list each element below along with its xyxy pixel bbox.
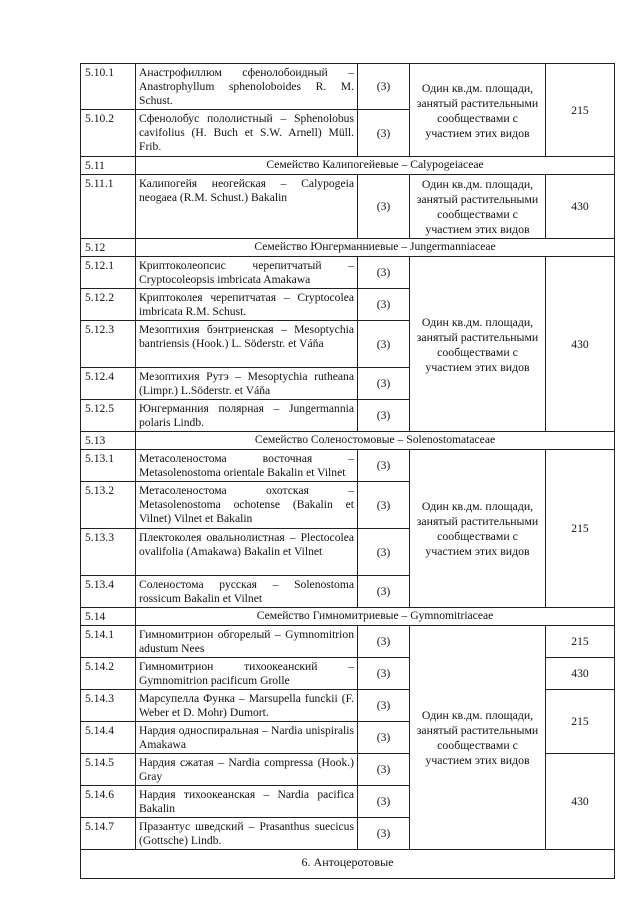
- family-row: [81, 239, 615, 257]
- row-number: 5.11.1: [81, 175, 136, 239]
- value-cell: 430: [546, 175, 615, 239]
- family-number: 5.12: [81, 239, 136, 257]
- species-name: Гимномитрион обгорелый – Gymnomitrion adustum Nees: [136, 626, 358, 658]
- row-number: 5.14.2: [81, 658, 136, 690]
- status-code: (3): [358, 368, 410, 400]
- status-code: (3): [358, 529, 410, 576]
- species-name: Мезоптихия Рутэ – Mesoptychia rutheana (Limpr.) L.Söderstr. et Váňa: [136, 368, 358, 400]
- species-name: Мезоптихия бэнтриенская – Mesoptychia bantriensis (Hook.) L. Söderstr. et Váňa: [136, 321, 358, 368]
- status-code: (3): [358, 626, 410, 658]
- table-row: [81, 450, 615, 482]
- species-name: Калипогейя неогейская – Calypogeia neogaea (R.M. Schust.) Bakalin: [136, 175, 358, 239]
- species-name: Нардия сжатая – Nardia compressa (Hook.) Gray: [136, 754, 358, 786]
- value-cell: 430: [546, 754, 615, 850]
- status-code: (3): [358, 754, 410, 786]
- value-cell: 215: [546, 450, 615, 608]
- row-number: 5.12.2: [81, 289, 136, 321]
- species-name: Криптоколея черепитчатая – Cryptocolea imbricata R.M. Schust.: [136, 289, 358, 321]
- row-number: 5.13.3: [81, 529, 136, 576]
- family-number: 5.14: [81, 608, 136, 626]
- species-name: Метасоленостома охотская – Metasolenostoma ochotense (Bakalin et Vilnet) Vilnet et Bakalin: [136, 482, 358, 529]
- species-table: [80, 63, 615, 879]
- row-number: 5.14.5: [81, 754, 136, 786]
- unit-description: Один кв.дм. площади, занятый растительными сообществами с участием этих видов: [410, 64, 546, 157]
- species-name: Празантус шведский – Prasanthus suecicus (Gottsche) Lindb.: [136, 818, 358, 850]
- species-name: Сфенолобус пололистный – Sphenolobus cavifolius (H. Buch et S.W. Arnell) Müll. Frib.: [136, 110, 358, 157]
- row-number: 5.12.3: [81, 321, 136, 368]
- section-title: 6. Антоцеротовые: [81, 850, 615, 879]
- value-cell: 215: [546, 626, 615, 658]
- value-cell: 430: [546, 658, 615, 690]
- status-code: (3): [358, 289, 410, 321]
- family-title: Семейство Калипогейевые – Calypogeiaceae: [136, 157, 615, 175]
- row-number: 5.14.6: [81, 786, 136, 818]
- unit-description: Один кв.дм. площади, занятый растительными сообществами с участием этих видов: [410, 257, 546, 432]
- unit-description: Один кв.дм. площади, занятый растительными сообществами с участием этих видов: [410, 175, 546, 239]
- row-number: 5.13.4: [81, 576, 136, 608]
- species-name: Марсупелла Функа – Marsupella funckii (F. Weber et D. Mohr) Dumort.: [136, 690, 358, 722]
- family-title: Семейство Соленостомовые – Solenostomataceae: [136, 432, 615, 450]
- status-code: (3): [358, 64, 410, 110]
- family-row: [81, 432, 615, 450]
- value-cell: 215: [546, 64, 615, 157]
- row-number: 5.12.4: [81, 368, 136, 400]
- value-cell: 430: [546, 257, 615, 432]
- species-name: Метасоленостома восточная – Metasolenostoma orientale Bakalin et Vilnet: [136, 450, 358, 482]
- row-number: 5.10.2: [81, 110, 136, 157]
- species-name: Юнгерманния полярная – Jungermannia polaris Lindb.: [136, 400, 358, 432]
- status-code: (3): [358, 257, 410, 289]
- family-number: 5.13: [81, 432, 136, 450]
- row-number: 5.14.3: [81, 690, 136, 722]
- species-name: Анастрофиллюм сфенолобоидный – Anastrophyllum sphenoloboides R. M. Schust.: [136, 64, 358, 110]
- value-cell: 215: [546, 690, 615, 754]
- unit-description: Один кв.дм. площади, занятый растительными сообществами с участием этих видов: [410, 450, 546, 608]
- status-code: (3): [358, 110, 410, 157]
- species-name: Нардия односпиральная – Nardia unispiralis Amakawa: [136, 722, 358, 754]
- status-code: (3): [358, 818, 410, 850]
- family-row: [81, 608, 615, 626]
- section-row: [81, 850, 615, 879]
- species-name: Плектоколея овальнолистная – Plectocolea ovalifolia (Amakawa) Bakalin et Vilnet: [136, 529, 358, 576]
- status-code: (3): [358, 321, 410, 368]
- species-name: Гимномитрион тихоокеанский – Gymnomitrion pacificum Grolle: [136, 658, 358, 690]
- row-number: 5.12.5: [81, 400, 136, 432]
- family-row: [81, 157, 615, 175]
- species-name: Соленостома русская – Solenostoma rossicum Bakalin et Vilnet: [136, 576, 358, 608]
- row-number: 5.13.2: [81, 482, 136, 529]
- status-code: (3): [358, 175, 410, 239]
- status-code: (3): [358, 786, 410, 818]
- status-code: (3): [358, 690, 410, 722]
- family-title: Семейство Гимномитриевые – Gymnomitriaceae: [136, 608, 615, 626]
- row-number: 5.14.1: [81, 626, 136, 658]
- status-code: (3): [358, 482, 410, 529]
- row-number: 5.14.7: [81, 818, 136, 850]
- unit-description: Один кв.дм. площади, занятый растительными сообществами с участием этих видов: [410, 626, 546, 850]
- table-row: [81, 175, 615, 239]
- status-code: (3): [358, 400, 410, 432]
- row-number: 5.10.1: [81, 64, 136, 110]
- species-name: Криптоколеопсис черепитчатый – Cryptocoleopsis imbricata Amakawa: [136, 257, 358, 289]
- row-number: 5.13.1: [81, 450, 136, 482]
- table-row: [81, 626, 615, 658]
- table-row: [81, 257, 615, 289]
- status-code: (3): [358, 658, 410, 690]
- status-code: (3): [358, 722, 410, 754]
- table-row: [81, 64, 615, 110]
- status-code: (3): [358, 450, 410, 482]
- family-title: Семейство Юнгерманниевые – Jungermanniaceae: [136, 239, 615, 257]
- row-number: 5.14.4: [81, 722, 136, 754]
- status-code: (3): [358, 576, 410, 608]
- row-number: 5.12.1: [81, 257, 136, 289]
- species-name: Нардия тихоокеанская – Nardia pacifica Bakalin: [136, 786, 358, 818]
- family-number: 5.11: [81, 157, 136, 175]
